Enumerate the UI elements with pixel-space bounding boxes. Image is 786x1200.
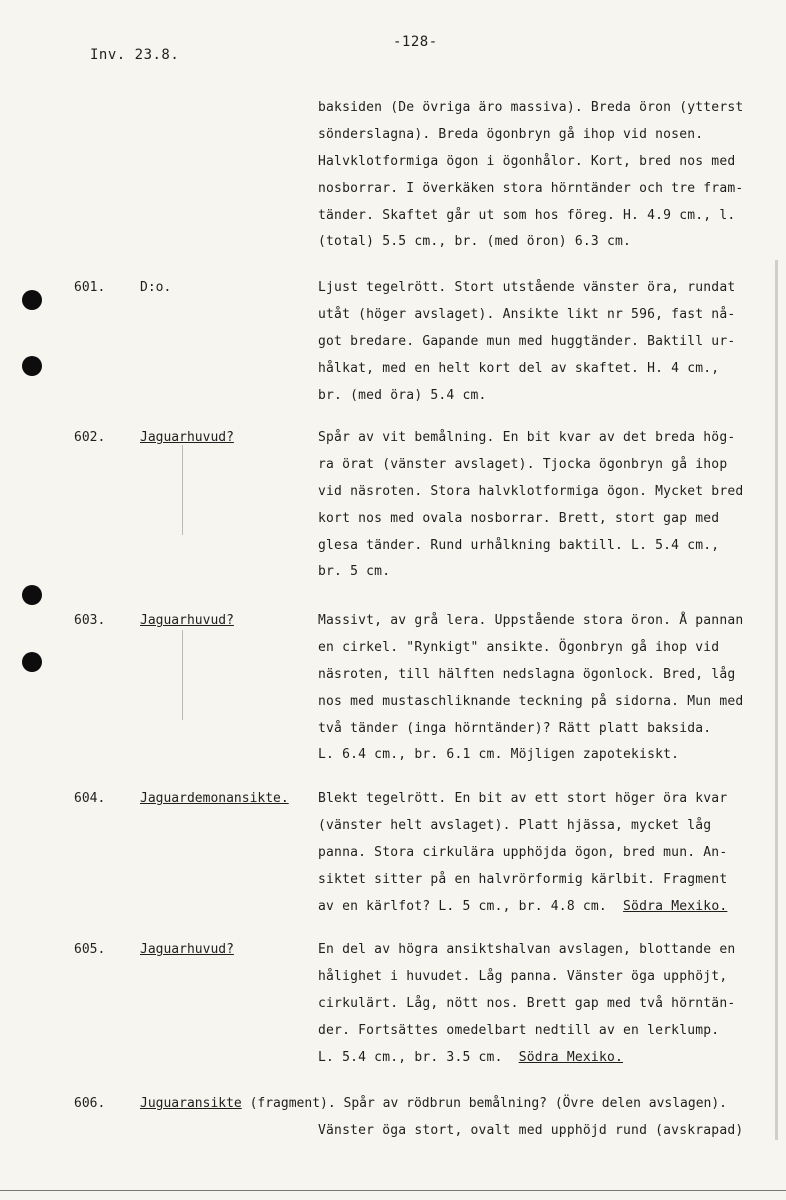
text-line: panna. Stora cirkulära upphöjda ögon, bred mun. An- — [318, 844, 728, 860]
text-line: vid näsroten. Stora halvklotformiga ögon. Mycket bred — [318, 483, 744, 499]
entry-description-start: (fragment). Spår av rödbrun bemålning? (Övre delen avslagen). — [249, 1096, 728, 1111]
punch-hole — [22, 356, 42, 376]
entry-number: 603. — [74, 613, 106, 628]
text-line: got bredare. Gapande mun med huggtänder. Baktill ur- — [318, 333, 736, 349]
page-bottom-edge — [0, 1190, 786, 1191]
faint-mark — [182, 445, 183, 535]
text-line: Massivt, av grå lera. Uppstående stora öron. Å pannan — [318, 613, 744, 628]
text-line: tänder. Skaftet går ut som hos föreg. H. 4.9 cm., l. — [318, 207, 736, 223]
text-line: näsroten, till hälften nedslagna ögonlock. Bred, låg — [318, 666, 736, 682]
text-line: cirkulärt. Låg, nött nos. Brett gap med två hörntän- — [318, 995, 736, 1011]
entry-label: D:o. — [140, 280, 172, 295]
text-line: hålkat, med en helt kort del av skaftet. H. 4 cm., — [318, 360, 720, 376]
text-line: kort nos med ovala nosborrar. Brett, stort gap med — [318, 510, 720, 526]
text-line: siktet sitter på en halvrörformig kärlbit. Fragment — [318, 871, 728, 887]
text-line: Vänster öga stort, ovalt med upphöjd rund (avskrapad) — [318, 1123, 744, 1138]
entry-description — [318, 786, 758, 920]
text-line: nos med mustaschliknande teckning på sidorna. Mun med — [318, 693, 744, 709]
entry-description — [318, 425, 758, 586]
inventory-reference: Inv. 23.8. — [90, 47, 180, 63]
entry-number: 604. — [74, 791, 106, 806]
text-line: ra örat (vänster avslaget). Tjocka ögonbryn gå ihop — [318, 456, 728, 472]
text-line: baksiden (De övriga äro massiva). Breda öron (ytterst — [318, 100, 744, 115]
text-line: hålighet i huvudet. Låg panna. Vänster öga upphöjt, — [318, 968, 728, 984]
text-line — [318, 1045, 758, 1072]
entry-description — [318, 275, 758, 409]
text-line: nosborrar. I överkäken stora hörntänder och tre fram- — [318, 180, 744, 196]
text-line — [318, 894, 758, 921]
punch-hole — [22, 652, 42, 672]
entry-label: Jaguarhuvud? — [140, 942, 234, 957]
text-line: br. (med öra) 5.4 cm. — [318, 387, 487, 403]
text-line: En del av högra ansiktshalvan avslagen, blottande en — [318, 942, 736, 957]
entry-label: Jaguarhuvud? — [140, 613, 234, 628]
text-span: av en kärlfot? L. 5 cm., br. 4.8 cm. — [318, 898, 607, 914]
text-line: L. 6.4 cm., br. 6.1 cm. Möjligen zapotekiskt. — [318, 747, 680, 763]
text-line: Blekt tegelrött. En bit av ett stort höger öra kvar — [318, 791, 728, 806]
entry-description — [318, 608, 758, 769]
entry-description — [318, 937, 758, 1071]
text-line: Spår av vit bemålning. En bit kvar av det breda hög- — [318, 430, 736, 445]
place-of-origin: Södra Mexiko. — [623, 898, 728, 914]
page-number: -128- — [393, 34, 438, 50]
text-line: (vänster helt avslaget). Platt hjässa, mycket låg — [318, 817, 712, 833]
page-edge — [775, 260, 778, 1140]
entry-description — [318, 1118, 758, 1145]
place-of-origin: Södra Mexiko. — [518, 1049, 624, 1065]
entry-number: 606. — [74, 1096, 106, 1111]
text-line: glesa tänder. Rund urhålkning baktill. L. 5.4 cm., — [318, 537, 720, 553]
entry-number: 605. — [74, 942, 106, 957]
text-line: utåt (höger avslaget). Ansikte likt nr 596, fast nå- — [318, 306, 736, 322]
text-line: sönderslagna). Breda ögonbryn gå ihop vid nosen. — [318, 126, 704, 142]
text-line: br. 5 cm. — [318, 564, 391, 580]
entry-label: Jaguarhuvud? — [140, 430, 234, 445]
text-line: två tänder (inga hörntänder)? Rätt platt baksida. — [318, 720, 712, 736]
entry-heading-line — [74, 1091, 764, 1118]
text-line: (total) 5.5 cm., br. (med öron) 6.3 cm. — [318, 234, 632, 250]
continuation-text — [318, 95, 758, 256]
punch-hole — [22, 290, 42, 310]
text-line: Halvklotformiga ögon i ögonhålor. Kort, bred nos med — [318, 153, 736, 169]
text-line: der. Fortsättes omedelbart nedtill av en lerklump. — [318, 1022, 720, 1038]
text-line: Ljust tegelrött. Stort utstående vänster öra, rundat — [318, 280, 736, 295]
entry-number: 602. — [74, 430, 106, 445]
text-line: en cirkel. "Rynkigt" ansikte. Ögonbryn gå ihop vid — [318, 639, 720, 655]
entry-label: Juguaransikte — [140, 1096, 242, 1111]
entry-label: Jaguardemonansikte. — [140, 791, 289, 806]
punch-hole — [22, 585, 42, 605]
text-span: L. 5.4 cm., br. 3.5 cm. — [318, 1049, 503, 1065]
entry-number: 601. — [74, 280, 106, 295]
faint-mark — [182, 630, 183, 720]
